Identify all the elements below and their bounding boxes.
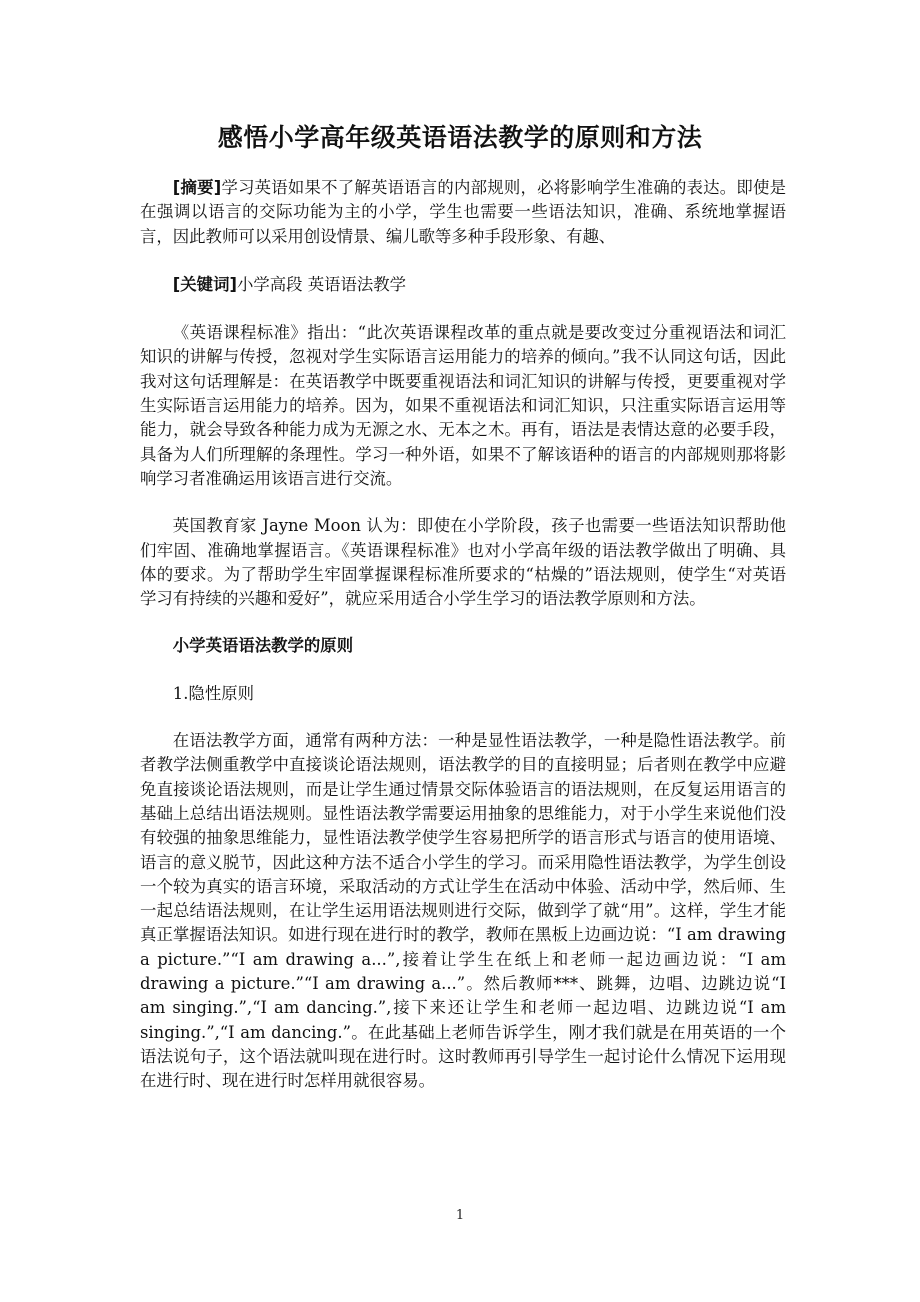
abstract-paragraph bbox=[140, 176, 786, 249]
keywords-paragraph bbox=[140, 273, 786, 297]
page-number: 1 bbox=[455, 1208, 465, 1223]
document-body bbox=[140, 176, 786, 1094]
keywords-text: 小学高段 英语语法教学 bbox=[236, 274, 407, 294]
body-paragraph-2: 英国教育家 Jayne Moon 认为：即使在小学阶段，孩子也需要一些语法知识帮助他们牢固、准确地掌握语言。《英语课程标准》也对小学高年级的语法教学做出了明确、具体的要求。为了帮助学生牢固掌握课程标准所要求的“枯燥的”语法规则，使学生“对英语学习有持续的兴趣和爱好”，就应采用适合小学生学习的语法教学原则和方法。 bbox=[140, 516, 786, 609]
keywords-label: [关键词] bbox=[172, 274, 237, 294]
document-title: 感悟小学高年级英语语法教学的原则和方法 bbox=[217, 123, 703, 152]
section-heading: 小学英语语法教学的原则 bbox=[172, 636, 354, 656]
body-paragraph-3: 在语法教学方面，通常有两种方法：一种是显性语法教学，一种是隐性语法教学。前者教学法侧重教学中直接谈论语法规则，语法教学的目的直接明显；后者则在教学中应避免直接谈论语法规则，而是让学生通过情景交际体验语言的语法规则，在反复运用语言的基础上总结出语法规则。显性语法教学需要运用抽象的思维能力，对于小学生来说他们没有较强的抽象思维能力，显性语法教学使学生容易把所学的语言形式与语言的使用语境、语言的意义脱节，因此这种方法不适合小学生的学习。而采用隐性语法教学，为学生创设一个较为真实的语言环境，采取活动的方式让学生在活动中体验、活动中学，然后师、生一起总结语法规则，在让学生运用语法规则进行交际，做到学了就“用”。这样，学生才能真正掌握语法知识。如进行现在进行时的教学，教师在黑板上边画边说：“I am drawing a picture.”“I am drawing a...”,接着让学生在纸上和老师一起边画边说：“I am drawing a picture.”“I am drawing a...”。然后教师***、跳舞，边唱、边跳边说“I am singing.”,“I am dancing.”,接下来还让学生和老师一起边唱、边跳边说“I am singing.”,“I am dancing.”。在此基础上老师告诉学生，刚才我们就是在用英语的一个语法说句子，这个语法就叫现在进行时。这时教师再引导学生一起讨论什么情况下运用现在进行时、现在进行时怎样用就很容易。 bbox=[140, 731, 786, 1091]
body-paragraph-1: 《英语课程标准》指出：“此次英语课程改革的重点就是要改变过分重视语法和词汇知识的讲解与传授，忽视对学生实际语言运用能力的培养的倾向。”我不认同这句话，因此我对这句话理解是：在英语教学中既要重视语法和词汇知识的讲解与传授，更要重视对学生实际语言运用能力的培养。因为，如果不重视语法和词汇知识，只注重实际语言运用等能力，就会导致各种能力成为无源之水、无本之木。再有，语法是表情达意的必要手段，具备为人们所理解的条理性。学习一种外语，如果不了解该语种的语言的内部规则那将影响学习者准确运用该语言进行交流。 bbox=[140, 323, 786, 488]
subsection-heading: 1.隐性原则 bbox=[172, 683, 254, 703]
abstract-text: 学习英语如果不了解英语语言的内部规则，必将影响学生准确的表达。即使是在强调以语言的交际功能为主的小学，学生也需要一些语法知识，准确、系统地掌握语言，因此教师可以采用创设情景、编儿歌等多种手段形象、有趣、 bbox=[140, 178, 787, 246]
abstract-label: [摘要] bbox=[172, 178, 222, 197]
